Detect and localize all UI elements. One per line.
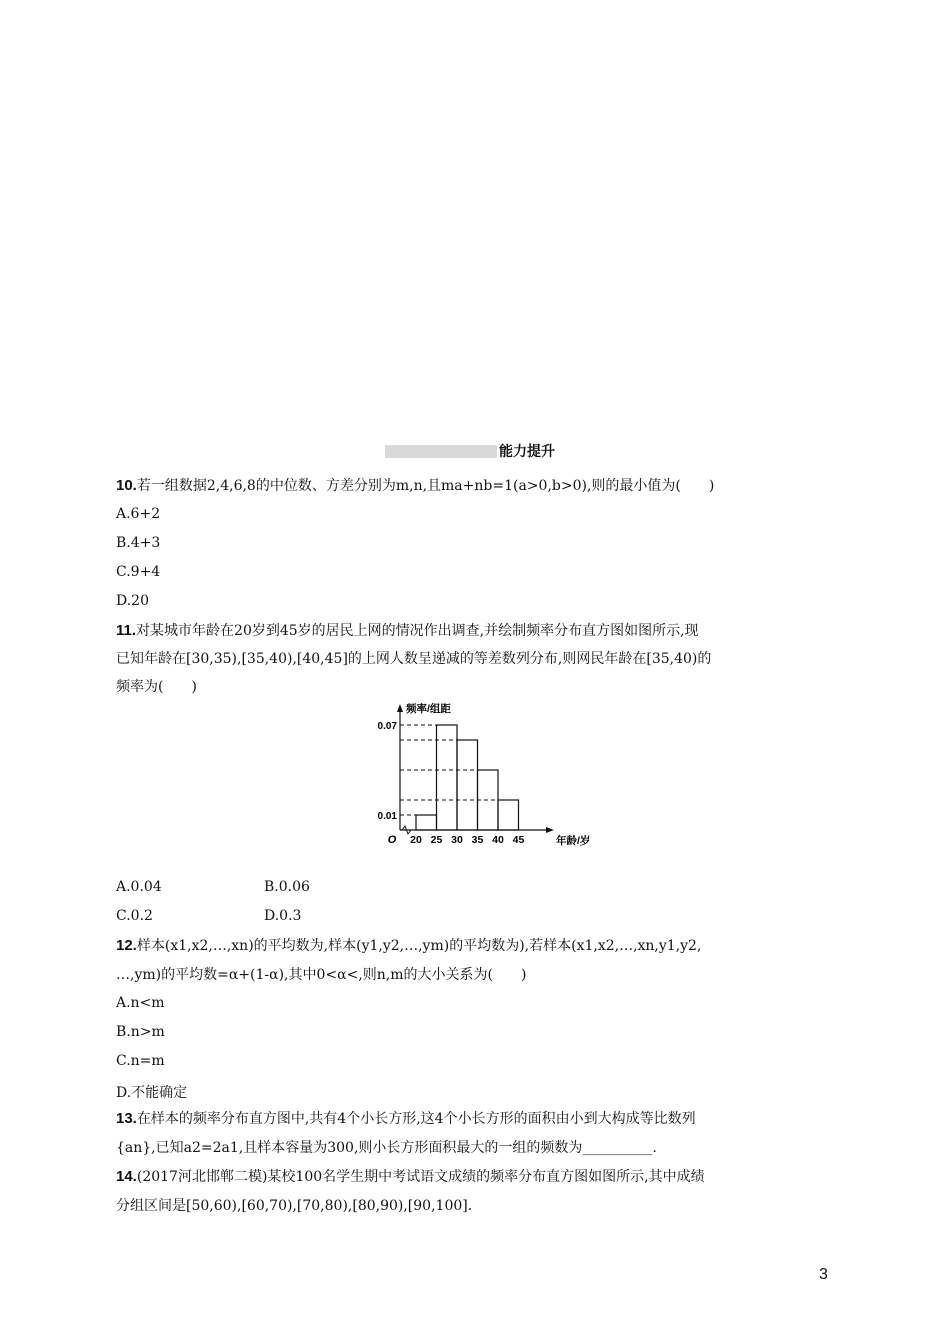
q10-option-b: B.4+3: [116, 535, 161, 551]
q12-option-c: C.n=m: [116, 1053, 165, 1069]
section-bar: [385, 445, 497, 458]
question-10: [116, 477, 714, 495]
q12-option-a: A.n<m: [116, 995, 165, 1011]
y-axis-arrow: [397, 704, 403, 712]
x-tick-label: 45: [512, 834, 525, 846]
x-tick-label: 30: [451, 834, 463, 846]
question-text-line-1: 对某城市年龄在20岁到45岁的居民上网的情况作出调查,并绘制频率分布直方图如图所示,现: [136, 623, 699, 639]
histogram-bar: [416, 815, 437, 830]
y-tick-label: 0.01: [377, 811, 397, 822]
question-11-line-3: 频率为( ): [116, 679, 197, 695]
question-number: 10.: [116, 477, 137, 494]
x-axis-arrow: [546, 827, 554, 833]
question-11: [116, 622, 699, 640]
q12-option-d: D.不能确定: [116, 1085, 188, 1101]
histogram-bar: [437, 725, 458, 830]
question-12: [116, 937, 701, 955]
question-number: 11.: [116, 622, 137, 639]
q10-option-a: A.6+2: [116, 506, 161, 522]
section-header: [385, 443, 555, 459]
question-14-line-2: 分组区间是[50,60),[60,70),[70,80),[80,90),[90,100].: [116, 1198, 473, 1214]
question-12-line-2: …,ym)的平均数=α+(1-α),其中0<α<,则n,m的大小关系为( ): [116, 967, 527, 983]
x-axis-label: 年龄/岁: [556, 835, 591, 847]
question-13-line-2: {an},已知a2=2a1,且样本容量为300,则小长方形面积最大的一组的频数为__________.: [116, 1140, 657, 1156]
histogram-bar: [457, 740, 478, 830]
q11-option-b: B.0.06: [264, 879, 310, 895]
origin-label: O: [387, 834, 397, 846]
section-title: 能力提升: [499, 444, 555, 460]
histogram-bar: [498, 800, 519, 830]
question-text-line-1: 在样本的频率分布直方图中,共有4个小长方形,这4个小长方形的面积由小到大构成等比数列: [136, 1111, 696, 1127]
question-number: 12.: [116, 937, 137, 954]
y-tick-label: 0.07: [377, 721, 397, 732]
question-14: [116, 1168, 705, 1186]
question-11-line-2: 已知年龄在[30,35),[35,40),[40,45]的上网人数呈递减的等差数列分布,则网民年龄在[35,40)的: [116, 651, 712, 667]
x-tick-label: 40: [492, 834, 504, 846]
q11-option-a: A.0.04: [116, 879, 162, 895]
q11-option-c: C.0.2: [116, 908, 153, 924]
question-text-line-1: (2017河北邯郸二模)某校100名学生期中考试语文成绩的频率分布直方图如图所示,其中成绩: [136, 1169, 705, 1185]
question-number: 13.: [116, 1110, 137, 1127]
x-tick-label: 20: [410, 834, 422, 846]
page-number: 3: [819, 1266, 828, 1283]
q11-option-d: D.0.3: [264, 908, 302, 924]
x-tick-label: 25: [430, 834, 443, 846]
question-text-line-1: 样本(x1,x2,…,xn)的平均数为,样本(y1,y2,…,ym)的平均数为),若样本(x1,x2,…,xn,y1,y2,: [136, 938, 702, 954]
question-13: [116, 1110, 696, 1128]
x-tick-label: 35: [471, 834, 484, 846]
q10-option-d: D.20: [116, 593, 149, 609]
frequency-histogram: [368, 698, 591, 852]
question-text: 若一组数据2,4,6,8的中位数、方差分别为m,n,且ma+nb=1(a>0,b>0),则的最小值为( ): [136, 478, 715, 494]
question-number: 14.: [116, 1168, 137, 1185]
q10-option-c: C.9+4: [116, 564, 161, 580]
q12-option-b: B.n>m: [116, 1024, 165, 1040]
y-axis-label: 频率/组距: [406, 703, 451, 715]
